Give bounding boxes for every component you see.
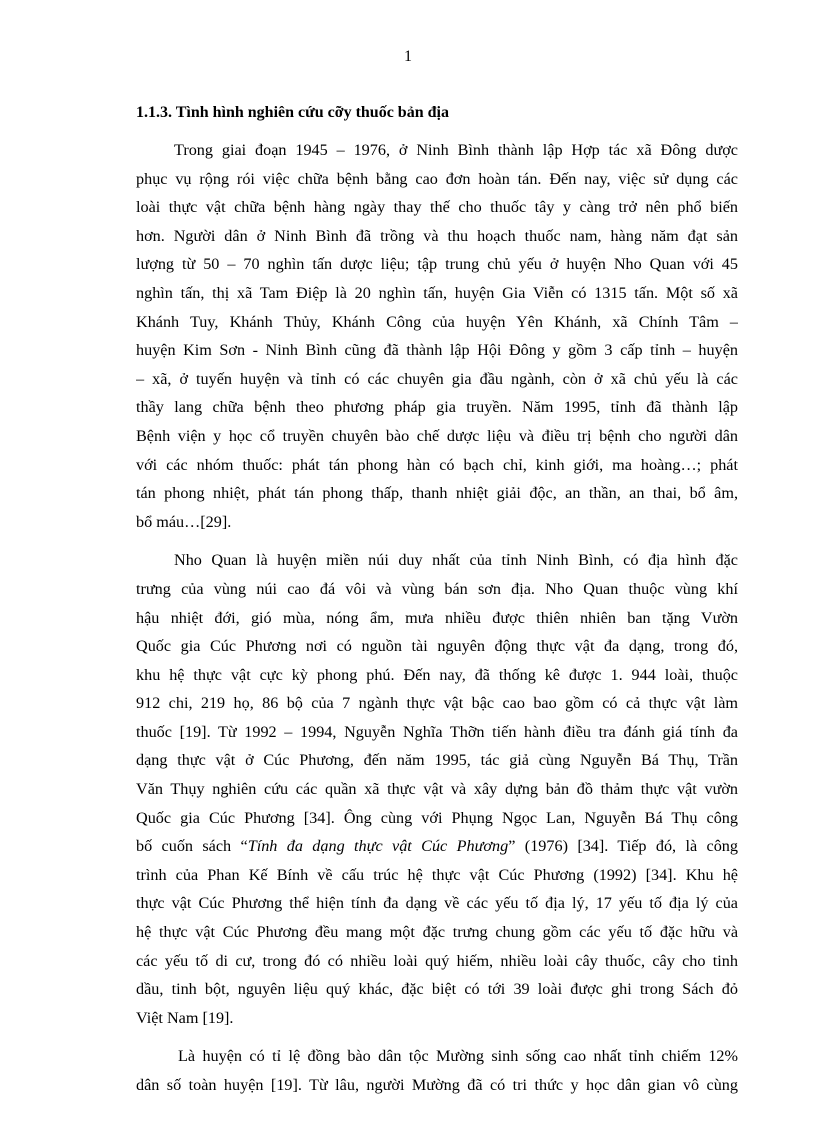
text-line: các yếu tố di cư, trong đó có nhiều loài quý hiếm, nhiều loài cây thuốc, cây cho tinh xyxy=(136,951,738,970)
text-line: Nho Quan là huyện miền núi duy nhất của tỉnh Ninh Bình, có địa hình đặc xyxy=(174,551,738,570)
text-line: dạng thực vật ở Cúc Phương, đến năm 1995, tác giả cùng Nguyễn Bá Thụ, Trần xyxy=(136,751,738,770)
text-fragment: ” (1976) [34]. Tiếp đó, là công xyxy=(508,837,738,856)
body-text xyxy=(136,136,738,1100)
text-line: Quốc gia Cúc Phương nơi có nguồn tài nguyên động thực vật đa dạng, trong đó, xyxy=(136,637,738,656)
book-title: Tính đa dạng thực vật Cúc Phương xyxy=(247,837,509,856)
text-line: hơn. Người dân ở Ninh Bình đã trồng và thu hoạch thuốc nam, hàng năm đạt sản xyxy=(136,226,738,245)
text-line: Việt Nam [19]. xyxy=(136,1008,234,1027)
paragraph-3 xyxy=(136,1042,738,1099)
text-line-with-book-title xyxy=(136,832,738,861)
text-line: khu hệ thực vật cực kỳ phong phú. Đến nay, đã thống kê được 1. 944 loài, thuộc xyxy=(136,665,738,684)
section-heading: 1.1.3. Tình hình nghiên cứu cỡy thuốc bản địa xyxy=(136,104,449,121)
text-line: thuốc [19]. Từ 1992 – 1994, Nguyễn Nghĩa Thỡn tiến hành điều tra đánh giá tính đa xyxy=(136,722,738,741)
paragraph-1 xyxy=(136,136,738,536)
text-line: trưng của vùng núi cao đá vôi và vùng bán sơn địa. Nho Quan thuộc vùng khí xyxy=(136,579,738,598)
text-line: Bệnh viện y học cổ truyền chuyên bào chế dược liệu và điều trị bệnh cho người dân xyxy=(136,426,738,445)
page-number: 1 xyxy=(404,48,412,65)
text-line: tán phong nhiệt, phát tán phong thấp, thanh nhiệt giải độc, an thần, an thai, bổ âm, xyxy=(136,484,738,503)
text-line: Là huyện có tỉ lệ đồng bào dân tộc Mường sinh sống cao nhất tỉnh chiếm 12% xyxy=(178,1047,738,1066)
text-line: huyện Kim Sơn - Ninh Bình cũng đã thành lập Hội Đông y gồm 3 cấp tỉnh – huyện xyxy=(136,341,738,360)
text-line: 912 chi, 219 họ, 86 bộ của 7 ngành thực vật bậc cao bao gồm có cả thực vật làm xyxy=(136,694,738,713)
text-line: với các nhóm thuốc: phát tán phong hàn có bạch chỉ, kinh giới, ma hoàng…; phát xyxy=(136,455,738,474)
text-line: dầu, tinh bột, nguyên liệu quý khác, đặc biệt có tới 39 loài được ghi trong Sách đỏ xyxy=(136,980,738,999)
text-line: nghìn tấn, thị xã Tam Điệp là 20 nghìn tấn, huyện Gia Viễn có 1315 tấn. Một số xã xyxy=(136,283,738,302)
text-line: Khánh Tuy, Khánh Thủy, Khánh Công của huyện Yên Khánh, xã Chính Tâm – xyxy=(136,312,738,331)
text-line: lượng từ 50 – 70 nghìn tấn dược liệu; tập trung chủ yếu ở huyện Nho Quan với 45 xyxy=(136,255,738,274)
text-line: thực vật Cúc Phương thể hiện tính đa dạng về các yếu tố địa lý, 17 yếu tố địa lý của xyxy=(136,894,738,913)
text-line: loài thực vật chữa bệnh hàng ngày thay thế cho thuốc tây y càng trở nên phổ biến xyxy=(136,198,738,217)
text-line: Văn Thụy nghiên cứu các quần xã thực vật và xây dựng bản đồ thảm thực vật vườn xyxy=(136,780,738,799)
text-fragment: bố cuốn sách “ xyxy=(136,837,248,856)
text-line: hệ thực vật Cúc Phương đều mang một đặc trưng chung gồm các yếu tố đặc hữu và xyxy=(136,923,738,942)
text-line: thầy lang chữa bệnh theo phương pháp gia truyền. Năm 1995, tỉnh đã thành lập xyxy=(136,398,738,417)
text-line: Quốc gia Cúc Phương [34]. Ông cùng với Phụng Ngọc Lan, Nguyễn Bá Thụ công xyxy=(136,808,738,827)
text-line: – xã, ở tuyến huyện và tỉnh có các chuyên gia đầu ngành, còn ở xã chủ yếu là các xyxy=(136,369,738,388)
text-line: hậu nhiệt đới, gió mùa, nóng ẩm, mưa nhiều được thiên nhiên ban tặng Vườn xyxy=(136,608,738,627)
text-line: trình của Phan Kế Bính về cấu trúc hệ thực vật Cúc Phương (1992) [34]. Khu hệ xyxy=(136,865,738,884)
text-line: phục vụ rộng rói việc chữa bệnh bằng cao đơn hoàn tán. Đến nay, việc sử dụng các xyxy=(136,169,738,188)
text-line: Trong giai đoạn 1945 – 1976, ở Ninh Bình thành lập Hợp tác xã Đông dược xyxy=(174,141,738,159)
text-line: bổ máu…[29]. xyxy=(136,512,232,531)
text-line: dân số toàn huyện [19]. Từ lâu, người Mường đã có tri thức y học dân gian vô cùng xyxy=(136,1076,738,1094)
paragraph-2 xyxy=(136,546,738,1032)
